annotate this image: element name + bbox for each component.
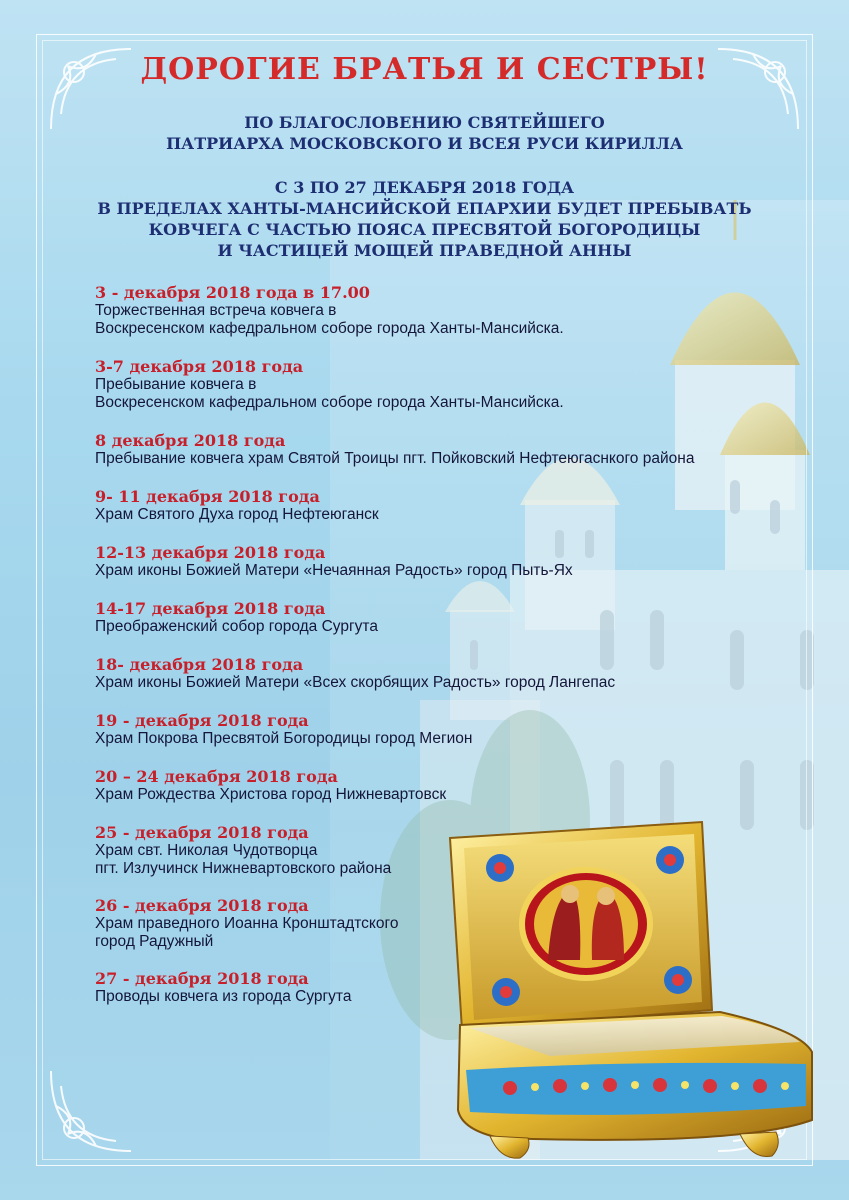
blessing-subtitle xyxy=(0,112,849,154)
event-date: 14-17 декабря 2018 года xyxy=(95,599,326,618)
event-date: 18- декабря 2018 года xyxy=(95,655,304,674)
schedule-item xyxy=(95,897,775,950)
announcement-line: В ПРЕДЕЛАХ ХАНТЫ-МАНСИЙСКОЙ ЕПАРХИИ БУДЕТ ПРЕБЫВАТЬ xyxy=(97,199,752,218)
event-date: 9- 11 декабря 2018 года xyxy=(95,487,320,506)
schedule-item xyxy=(95,656,775,692)
event-date: 25 - декабря 2018 года xyxy=(95,823,309,842)
subtitle-line: ПАТРИАРХА МОСКОВСКОГО И ВСЕЯ РУСИ КИРИЛЛА xyxy=(166,134,683,153)
event-description: пгт. Излучинск Нижневартовского района xyxy=(95,859,392,877)
event-date: 26 - декабря 2018 года xyxy=(95,896,309,915)
announcement xyxy=(0,177,849,261)
event-description: Храм иконы Божией Матери «Нечаянная Радость» город Пыть-Ях xyxy=(95,562,573,579)
announcement-line: КОВЧЕГА С ЧАСТЬЮ ПОЯСА ПРЕСВЯТОЙ БОГОРОДИЦЫ xyxy=(148,220,701,239)
event-description: Пребывание ковчега храм Святой Троицы пгт. Пойковский Нефтеюгаснкого района xyxy=(95,450,695,467)
event-description: Воскресенском кафедральном соборе города Ханты-Мансийска. xyxy=(95,393,564,411)
schedule-item xyxy=(95,970,775,1006)
schedule-item xyxy=(95,600,775,636)
event-date: 8 декабря 2018 года xyxy=(95,431,286,450)
schedule-item xyxy=(95,712,775,748)
event-description: Проводы ковчега из города Сургута xyxy=(95,988,352,1005)
event-date: 12-13 декабря 2018 года xyxy=(95,543,326,562)
event-date: 20 – 24 декабря 2018 года xyxy=(95,767,338,786)
event-description: Торжественная встреча ковчега в xyxy=(95,302,337,319)
event-description: Пребывание ковчега в xyxy=(95,376,257,393)
schedule-item xyxy=(95,284,775,337)
event-description: Храм Рождества Христова город Нижневартовск xyxy=(95,786,447,803)
event-description: Храм Святого Духа город Нефтеюганск xyxy=(95,506,379,523)
event-description: город Радужный xyxy=(95,932,214,950)
announcement-line: И ЧАСТИЦЕЙ МОЩЕЙ ПРАВЕДНОЙ АННЫ xyxy=(217,241,632,260)
schedule-item xyxy=(95,488,775,524)
schedule-item xyxy=(95,544,775,580)
event-date: 27 - декабря 2018 года xyxy=(95,969,309,988)
corner-ornament-bottom-left xyxy=(46,1066,136,1156)
event-description: Храм иконы Божией Матери «Всех скорбящих Радость» город Лангепас xyxy=(95,674,616,691)
event-date: 3-7 декабря 2018 года xyxy=(95,357,304,376)
schedule-item xyxy=(95,432,775,468)
event-description: Храм свт. Николая Чудотворца xyxy=(95,842,318,859)
subtitle-line: ПО БЛАГОСЛОВЕНИЮ СВЯТЕЙШЕГО xyxy=(244,113,605,132)
event-description: Воскресенском кафедральном соборе города Ханты-Мансийска. xyxy=(95,319,564,337)
schedule-item xyxy=(95,824,775,877)
announcement-line: С 3 ПО 27 ДЕКАБРЯ 2018 ГОДА xyxy=(274,178,575,197)
event-description: Храм праведного Иоанна Кронштадтского xyxy=(95,915,399,932)
event-date: 19 - декабря 2018 года xyxy=(95,711,309,730)
schedule-item xyxy=(95,768,775,804)
event-description: Храм Покрова Пресвятой Богородицы город Мегион xyxy=(95,730,473,747)
event-date: 3 - декабря 2018 года в 17.00 xyxy=(95,283,370,302)
schedule-item xyxy=(95,358,775,411)
event-description: Преображенский собор города Сургута xyxy=(95,618,378,635)
page-title: ДОРОГИЕ БРАТЬЯ И СЕСТРЫ! xyxy=(140,52,709,87)
